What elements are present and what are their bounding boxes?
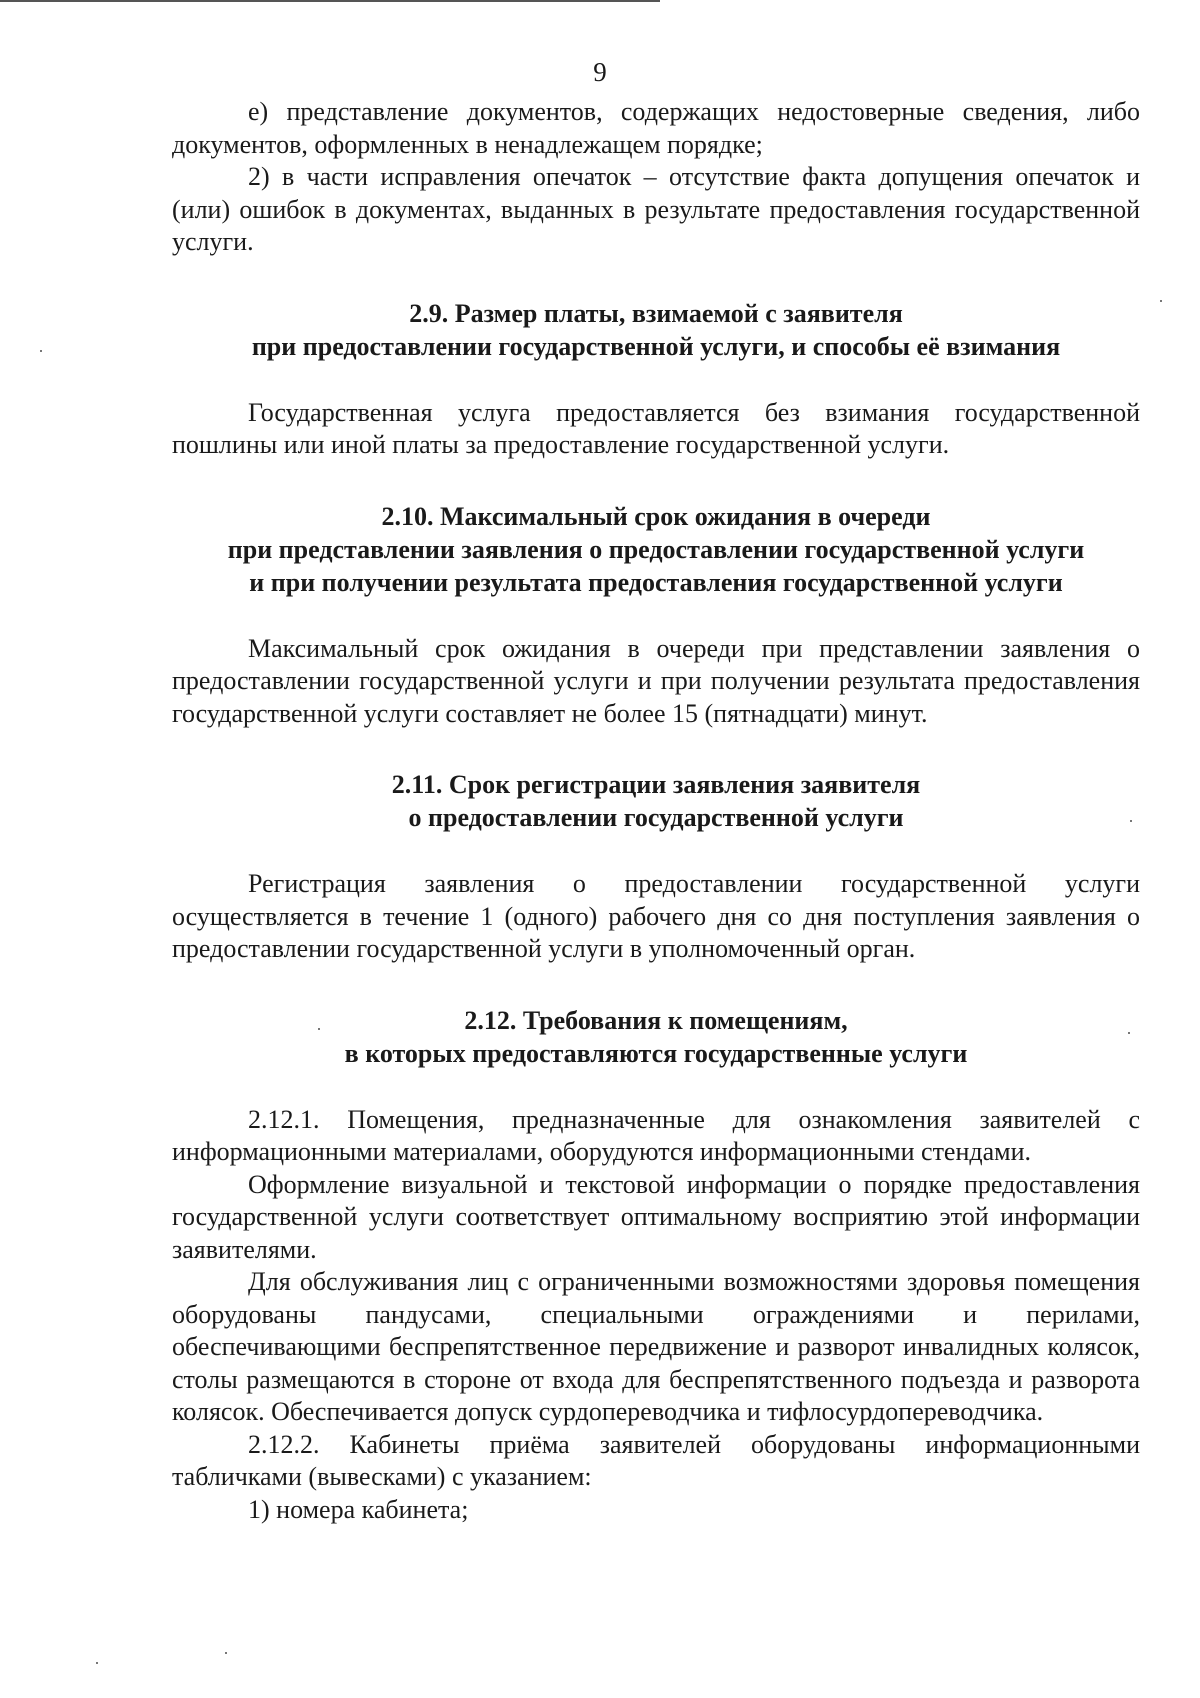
scan-speck (225, 1652, 227, 1654)
section-2-10-title-line1: 2.10. Максимальный срок ожидания в очереди (381, 501, 931, 531)
section-2-12-accessibility-text: Для обслуживания лиц с ограниченными возможностями здоровья помещения оборудованы пандусами, специальными ограждениями и перилами, обеспечивающими беспрепятственное передвижение и разворот инвалидных колясок, столы размещаются в стороне от входа для беспрепятственного подъезда и разворота колясок. Обеспечивается допуск сурдопереводчика и тифлосурдопереводчика. (172, 1267, 1140, 1426)
page-number: 9 (593, 57, 607, 87)
scan-speck (318, 1028, 320, 1030)
paragraph-item-2-typos: 2) в части исправления опечаток – отсутствие факта допущения опечаток и (или) ошибок в документах, выданных в результате предоставления государственной услуги. (172, 162, 1140, 256)
section-2-10-text: Максимальный срок ожидания в очереди при представлении заявления о предоставлении государственной услуги и при получении результата предоставления государственной услуги составляет не более 15 (пятнадцати) минут. (172, 633, 1140, 728)
scan-edge-line (0, 0, 660, 2)
document-body (172, 96, 1140, 1526)
section-2-9-heading (172, 297, 1140, 363)
scan-speck (96, 1662, 98, 1664)
section-2-12-title-line2: в которых предоставляются государственные услуги (344, 1038, 968, 1068)
section-2-12-title-line1: 2.12. Требования к помещениям, (464, 1005, 848, 1035)
section-2-12-2-text: 2.12.2. Кабинеты приёма заявителей оборудованы информационными табличками (вывесками) с указанием: (172, 1429, 1140, 1491)
paragraph-item-e: е) представление документов, содержащих недостоверные сведения, либо документов, оформленных в ненадлежащем порядке; (172, 97, 1140, 159)
section-2-9-title-line1: 2.9. Размер платы, взимаемой с заявителя (409, 298, 903, 328)
section-2-9-text: Государственная услуга предоставляется без взимания государственной пошлины или иной платы за предоставление государственной услуги. (172, 397, 1140, 459)
section-2-11-heading (172, 768, 1140, 834)
section-2-11-title-line1: 2.11. Срок регистрации заявления заявителя (391, 770, 921, 799)
section-2-10-title-line3: и при получении результата предоставления государственной услуги (249, 567, 1063, 597)
section-2-12-2-item-1: 1) номера кабинета; (248, 1494, 469, 1524)
section-2-10-heading (172, 500, 1140, 599)
scan-speck (1128, 1032, 1130, 1034)
section-2-11-text: Регистрация заявления о предоставлении государственной услуги осуществляется в течение 1 (одного) рабочего дня со дня поступления заявления о предоставлении государственной услуги в уполномоченный орган. (172, 869, 1140, 963)
scan-speck (1130, 820, 1132, 822)
scan-speck (40, 350, 42, 352)
section-2-12-design-text: Оформление визуальной и текстовой информации о порядке предоставления государственной услуги соответствует оптимальному восприятию этой информации заявителями. (172, 1169, 1140, 1264)
section-2-11-title-line2: о предоставлении государственной услуги (408, 803, 904, 832)
section-2-12-heading (172, 1004, 1140, 1070)
section-2-9-title-line2: при предоставлении государственной услуги, и способы её взимания (251, 331, 1061, 361)
scan-speck (1160, 300, 1162, 302)
section-2-10-title-line2: при представлении заявления о предоставлении государственной услуги (227, 534, 1085, 564)
section-2-12-1-text: 2.12.1. Помещения, предназначенные для ознакомления заявителей с информационными материалами, оборудуются информационными стендами. (172, 1104, 1140, 1166)
